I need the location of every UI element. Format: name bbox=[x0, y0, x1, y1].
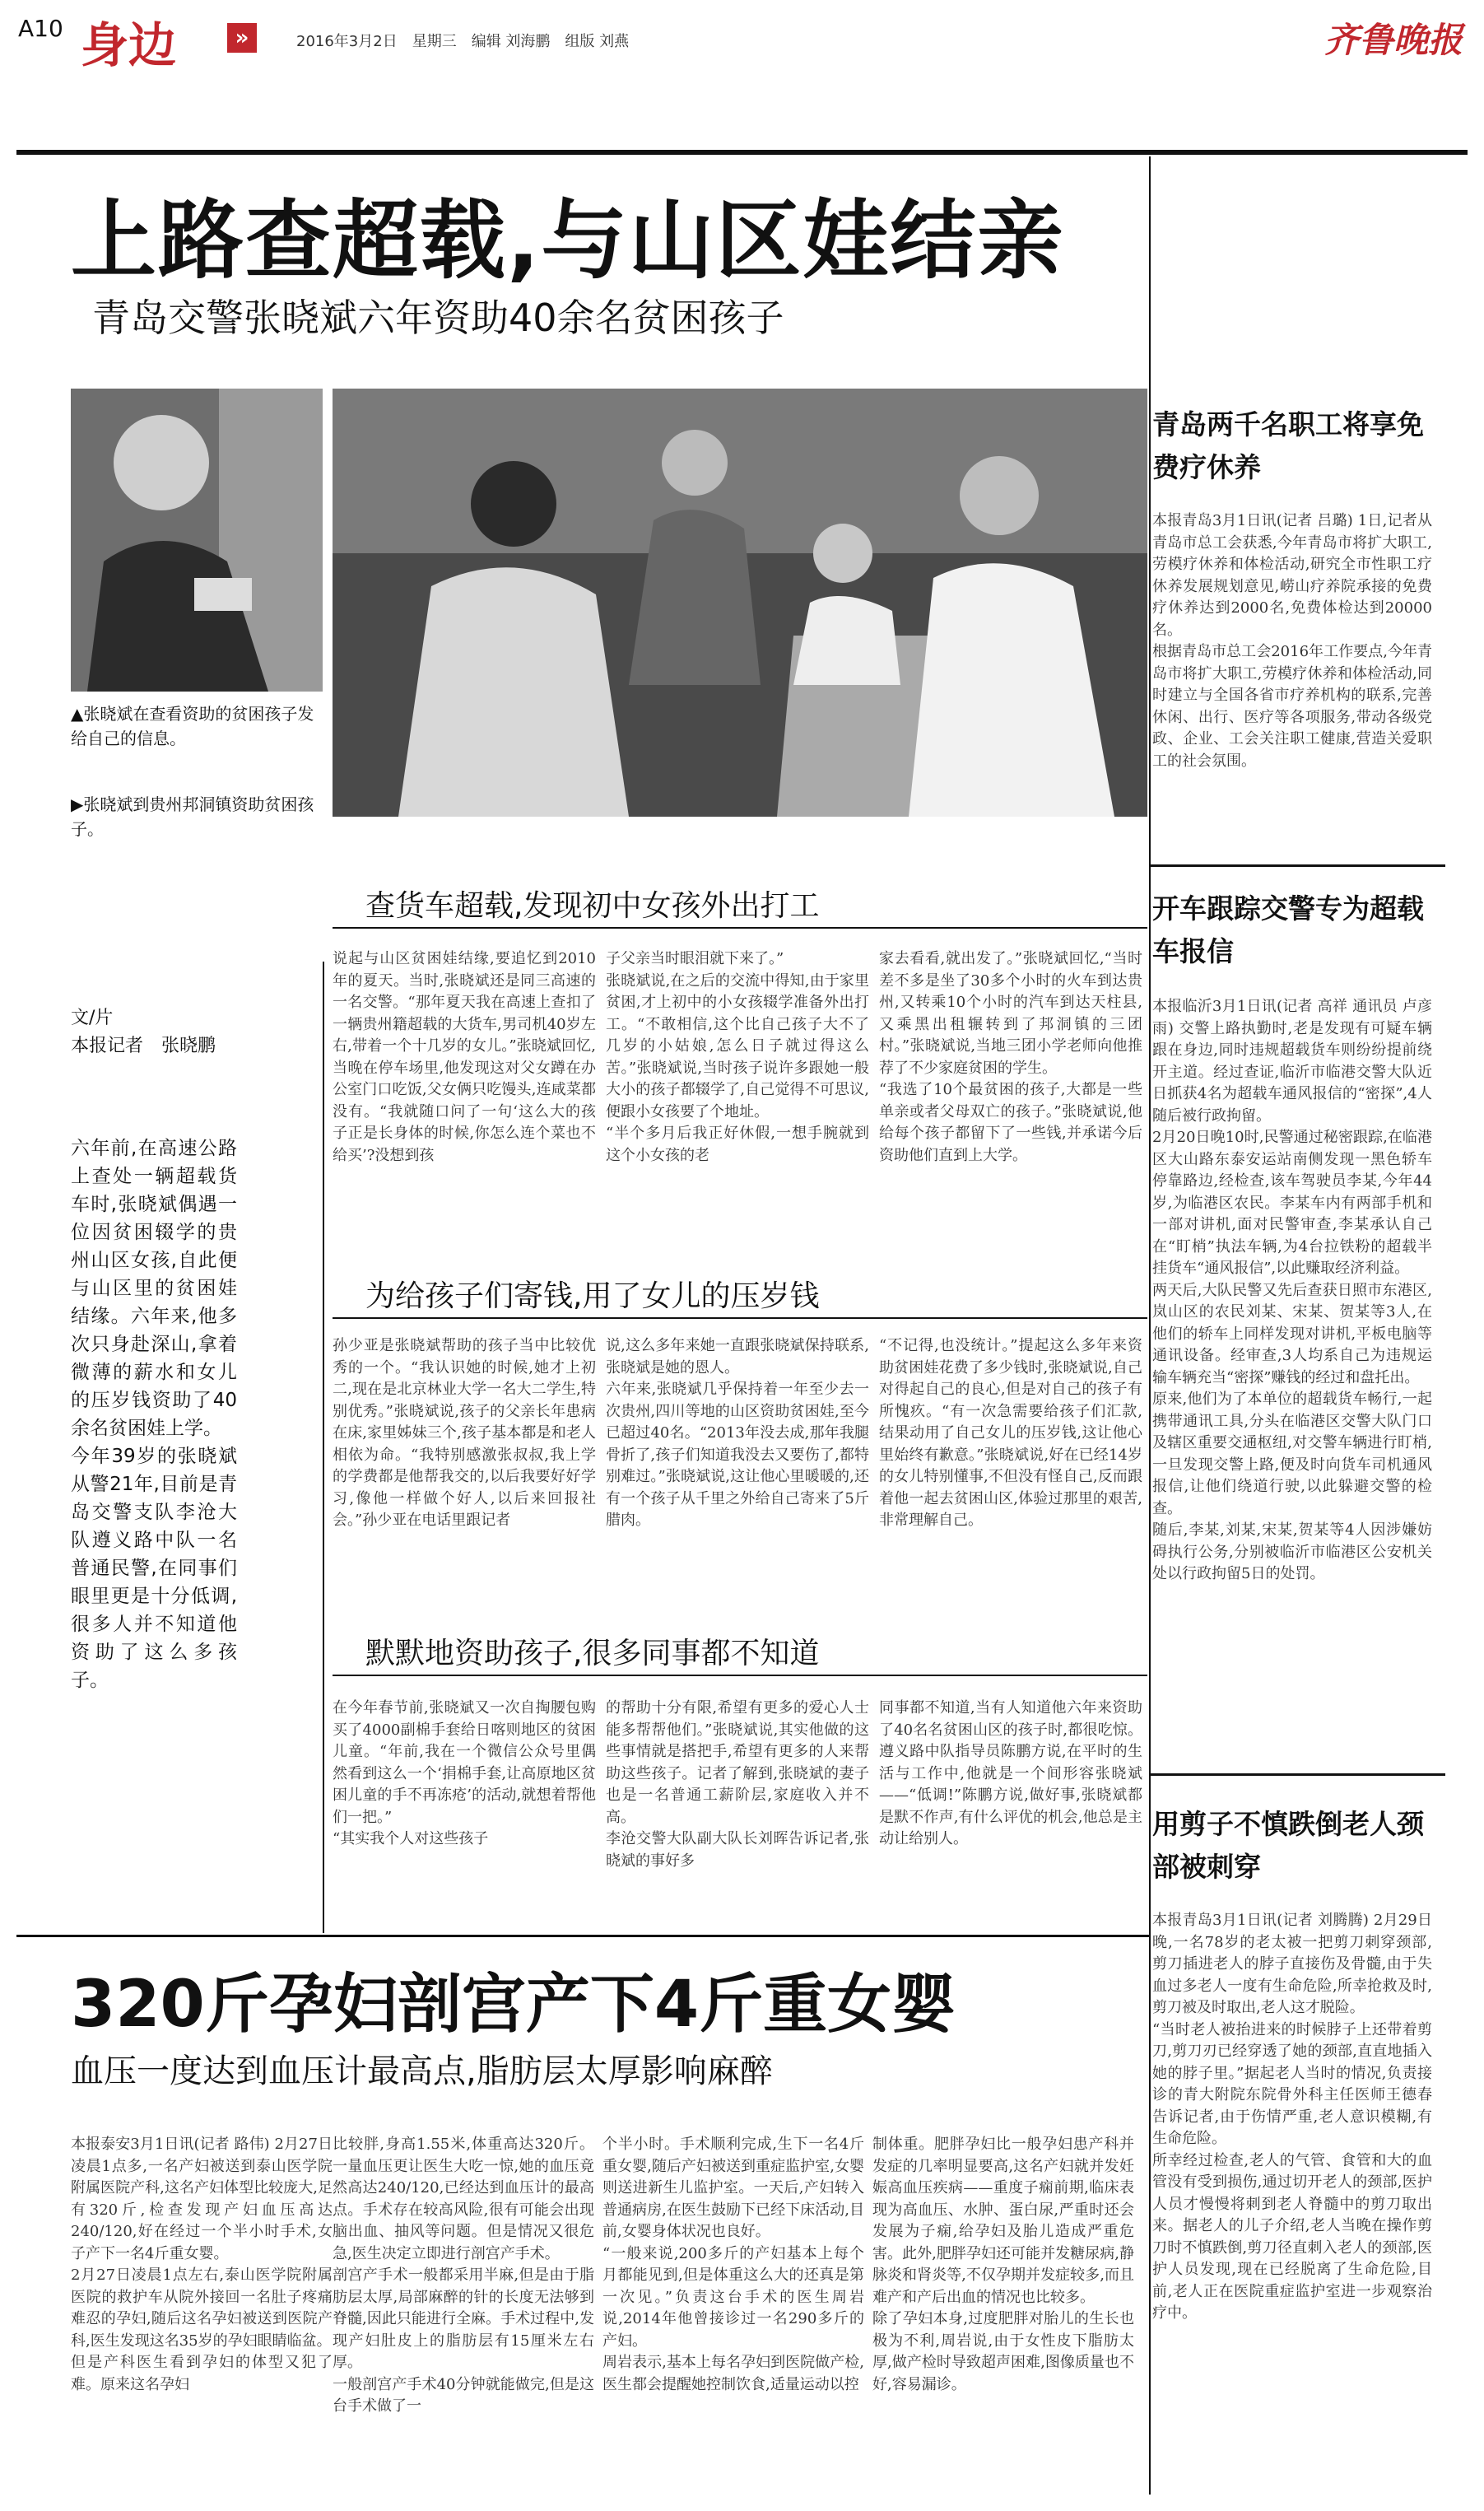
sidebar-headline-3: 用剪子不慎跌倒老人颈部被刺穿 bbox=[1152, 1808, 1424, 1883]
column-rule bbox=[323, 962, 324, 1933]
section-rule bbox=[333, 927, 1147, 929]
section-arrow-icon: » bbox=[227, 23, 257, 53]
body-column: 在今年春节前,张晓斌又一次自掏腰包购买了4000副棉手套给日喀则地区的贫困儿童。“年前,我在一个微信公众号里偶然看到这么一个‘捐棉手套,让高原地区贫困儿童的手不再冻疮’的活动,就想着帮他们一把。” “其实我个人对这些孩子 bbox=[333, 1699, 596, 1847]
body-column: “不记得,也没统计。”提起这么多年来资助贫困娃花费了多少钱时,张晓斌说,自己对得起自己的良心,但是对自己的孩子有所愧疚。“有一次急需要给孩子们汇款,结果动用了自己女儿的压岁钱,这让他心里始终有歉意。”张晓斌说,好在已经14岁的女儿特别懂事,不但没有怪自己,反而跟着他一起去贫困山区,体验过那里的艰苦,非常理解自己。 bbox=[879, 1337, 1142, 1529]
body-column: 比较胖,身高1.55米,体重高达320斤。一量血压更让医生大吃一惊,她的血压竟然高达240/120,已经达到血压计的最高点。手术存在较高风险,很有可能会出现脑出血、抽风等问题。但是情况又很危急,医生决定立即进行剖宫产手术。 剖宫产手术一般都采用半麻,但是由于脂肪层太厚,局部麻醉的针的长度无法够到脊髓,因此只能进行全麻。手术过程中,发现产妇肚皮上的脂肪层有15厘米左右厚。 一般剖宫产手术40分钟就能做完,但是这台手术做了一 bbox=[333, 2136, 594, 2415]
section-heading-2: 为给孩子们寄钱,用了女儿的压岁钱 bbox=[365, 1279, 820, 1313]
section-rule bbox=[333, 1317, 1147, 1319]
lead-paragraph: 六年前,在高速公路上查处一辆超载货车时,张晓斌偶遇一位因贫困辍学的贵州山区女孩,自此便与山区里的贫困娃结缘。六年来,他多次只身赴深山,拿着微薄的薪水和女儿的压岁钱资助了40余名贫困娃上学。 今年39岁的张晓斌从警21年,目前是青岛交警支队李沧大队遵义路中队一名普通民警,在同事们眼里更是十分低调,很多人并不知道他资助了这么多孩子。 bbox=[71, 1138, 237, 1691]
body-column: 制体重。肥胖孕妇比一般孕妇患产科并发症的几率明显要高,这名产妇就并发妊娠高血压疾病——重度子痫前期,临床表现为高血压、水肿、蛋白尿,严重时还会发展为子痫,给孕妇及胎儿造成严重危害。此外,肥胖孕妇还可能并发糖尿病,静脉炎和肾炎等,不仅孕期并发症较多,而且难产和产后出血的情况也比较多。 除了孕妇本身,过度肥胖对胎儿的生长也极为不利,周岩说,由于女性皮下脂肪太厚,做产检时导致超声困难,图像质量也不好,容易漏诊。 bbox=[872, 2136, 1134, 2393]
section-rule bbox=[333, 1675, 1147, 1676]
masthead-logo: 齐鲁晚报 bbox=[1324, 20, 1463, 60]
headline-second: 320斤孕妇剖宫产下4斤重女婴 bbox=[71, 1968, 956, 2042]
story-divider bbox=[16, 1935, 1149, 1937]
page-number: A10 bbox=[18, 15, 63, 42]
sidebar-body-2: 本报临沂3月1日讯(记者 高祥 通讯员 卢彦雨) 交警上路执勤时,老是发现有可疑车辆跟在身边,同时违规超载货车则纷纷提前绕开主道。经过查证,临沂市临港交警大队近日抓获4名为超载车通风报信的“密探”,4人随后被行政拘留。 2月20日晚10时,民警通过秘密跟踪,在临港区大山路东泰安运站南侧发现一黑色轿车停靠路边,经检查,该车驾驶员李某,今年44岁,为临港区农民。李某车内有两部手机和一部对讲机,面对民警审查,李某承认自己在“盯梢”执法车辆,为4台拉铁粉的超载半挂货车“通风报信”,以此赚取经济利益。 两天后,大队民警又先后查获日照市东港区,岚山区的农民刘某、宋某、贺某等3人,在他们的轿车上同样发现对讲机,平板电脑等通讯设备。经审查,3人均系自己为违规运输车辆充当“密探”赚钱的经过和盘托出。 原来,他们为了本单位的超载货车畅行,一起携带通讯工具,分头在临港区交警大队门口及辖区重要交通枢纽,对交警车辆进行盯梢,一旦发现交警上路,便及时向货车司机通风报信,让他们绕道行驶,以此躲避交警的检查。 随后,李某,刘某,宋某,贺某等4人因涉嫌妨碍执行公务,分别被临沂市临港区公安机关处以行政拘留5日的处罚。 bbox=[1152, 998, 1432, 1582]
body-column: 说起与山区贫困娃结缘,要追忆到2010年的夏天。当时,张晓斌还是同三高速的一名交警。“那年夏天我在高速上查扣了一辆贵州籍超载的大货车,男司机40岁左右,带着一个十几岁的女儿。”张晓斌回忆,当晚在停车场里,他发现这对父女蹲在办公室门口吃饭,父女俩只吃馒头,连咸菜都没有。“我就随口问了一句‘这么大的孩子正是长身体的时候,你怎么连个菜也不给买’?没想到孩 bbox=[333, 950, 596, 1164]
photo-caption-2: ▶张晓斌到贵州邦洞镇资助贫困孩子。 bbox=[71, 794, 314, 839]
sidebar-body-1: 本报青岛3月1日讯(记者 吕璐) 1日,记者从青岛市总工会获悉,今年青岛市将扩大职工,劳模疗休养和体检活动,研究全市性职工疗休养发展规划意见,崂山疗养院承接的免费疗休养达到2000名,免费体检达到20000名。 根据青岛市总工会2016年工作要点,今年青岛市将扩大职工,劳模疗休养和体检活动,同时建立与全国各省市疗养机构的联系,完善休闲、出行、医疗等各项服务,带动各级党政、企业、工会关注职工健康,营造关爱职工的社会氛围。 bbox=[1152, 512, 1432, 770]
header-rule bbox=[16, 150, 1468, 155]
section-heading-1: 查货车超载,发现初中女孩外出打工 bbox=[365, 889, 820, 923]
sidebar-headline-2: 开车跟踪交警专为超载车报信 bbox=[1152, 892, 1424, 967]
section-title: 身边 bbox=[81, 17, 177, 73]
sidebar-divider bbox=[1149, 864, 1445, 867]
byline-reporter: 本报记者 张晓鹏 bbox=[71, 1036, 216, 1056]
headline-main: 上路查超载,与山区娃结亲 bbox=[71, 190, 1065, 291]
photo-caption-1: ▲张晓斌在查看资助的贫困孩子发给自己的信息。 bbox=[71, 704, 314, 748]
sidebar-divider bbox=[1149, 1773, 1445, 1776]
body-column: 本报泰安3月1日讯(记者 路伟) 2月27日凌晨1点多,一名产妇被送到泰山医学院附属医院产科,这名产妇体型比较庞大,足有320斤,检查发现产妇血压高达240/120,好在经过一个半小时手术,女子产下一名4斤重女婴。 2月27日凌晨1点左右,泰山医学院附属医院的救护车从院外接回一名肚子疼痛难忍的孕妇,随后这名孕妇被送到医院产科,医生发现这名35岁的孕妇眼睛临盆。 但是产科医生看到孕妇的体型又犯了难。原来这名孕妇 bbox=[71, 2136, 333, 2393]
header-meta: 2016年3月2日 星期三 编辑 刘海鹏 组版 刘燕 bbox=[296, 33, 630, 50]
photo-officer-phone bbox=[71, 389, 323, 692]
section-heading-3: 默默地资助孩子,很多同事都不知道 bbox=[365, 1637, 820, 1670]
body-column: 同事都不知道,当有人知道他六年来资助了40名名贫困山区的孩子时,都很吃惊。遵义路中队指导员陈鹏方说,在平时的生活与工作中,他就是一个间形容张晓斌——“低调!”陈鹏方说,做好事,张晓斌都是默不作声,有什么评优的机会,他总是主动让给别人。 bbox=[879, 1699, 1142, 1847]
body-column: 的帮助十分有限,希望有更多的爱心人士能多帮帮他们。”张晓斌说,其实他做的这些事情就是搭把手,希望有更多的人来帮助这些孩子。记者了解到,张晓斌的妻子也是一名普通工薪阶层,家庭收入并不高。 李沧交警大队副大队长刘晖告诉记者,张晓斌的事好多 bbox=[606, 1699, 869, 1870]
byline bbox=[71, 1004, 216, 1060]
sidebar-rule bbox=[1149, 156, 1151, 2495]
sidebar-body-3: 本报青岛3月1日讯(记者 刘腾腾) 2月29日晚,一名78岁的老太被一把剪刀刺穿颈部,剪刀插进老人的脖子直接伤及骨髓,由于失血过多老人一度有生命危险,所幸抢救及时,剪刀被及时取出,老人这才脱险。 “当时老人被抬进来的时候脖子上还带着剪刀,剪刀刃已经穿透了她的颈部,直直地插入她的脖子里。”据起老人当时的情况,负责接诊的青大附院东院骨外科主任医师王德春告诉记者,由于伤情严重,老人意识模糊,有生命危险。 所幸经过检查,老人的气管、食管和大的血管没有受到损伤,通过切开老人的颈部,医护人员才慢慢将刺到老人脊髓中的剪刀取出来。据老人的儿子介绍,老人当晚在操作剪刀时不慎跌倒,剪刀径直刺入老人的颈部,医护人员发现,现在已经脱离了生命危险,目前,老人正在医院重症监护室进一步观察治疗中。 bbox=[1152, 1912, 1432, 2322]
body-column: 家去看看,就出发了。”张晓斌回忆,“当时差不多是坐了30多个小时的火车到达贵州,又转乘10个小时的汽车到达天柱县,又乘黑出租辗转到了邦洞镇的三团村。”张晓斌说,当地三团小学老师向他推荐了不少家庭贫困的学生。 “我选了10个最贫困的孩子,大都是一些单亲或者父母双亡的孩子。”张晓斌说,他给每个孩子都留下了一些钱,并承诺今后资助他们直到上大学。 bbox=[879, 950, 1142, 1164]
subheadline-second: 血压一度达到血压计最高点,脂肪层太厚影响麻醉 bbox=[71, 2052, 773, 2090]
body-column: 个半小时。手术顺利完成,生下一名4斤重女婴,随后产妇被送到重症监护室,女婴则送进新生儿监护室。一天后,产妇转入普通病房,在医生鼓励下已经下床活动,目前,女婴身体状况也良好。 “一般来说,200多斤的产妇基本上每个月都能见到,但是体重这么大的还真是第一次见。”负责这台手术的医生周岩说,2014年他曾接诊过一名290多斤的产妇。 周岩表示,基本上每名孕妇到医院做产检,医生都会提醒她控制饮食,适量运动以控 bbox=[602, 2136, 864, 2393]
body-column: 说,这么多年来她一直跟张晓斌保持联系,张晓斌是她的恩人。 六年来,张晓斌几乎保持着一年至少去一次贵州,四川等地的山区资助贫困娃,至今已超过40名。“2013年没去成,那年我腿骨折了,孩子们知道我没去又要伤了,都特别难过。”张晓斌说,这让他心里暖暖的,还有一个孩子从千里之外给自己寄来了5斤腊肉。 bbox=[606, 1337, 869, 1529]
subheadline-main: 青岛交警张晓斌六年资助40余名贫困孩子 bbox=[92, 296, 784, 340]
body-column: 孙少亚是张晓斌帮助的孩子当中比较优秀的一个。“我认识她的时候,她才上初二,现在是北京林业大学一名大二学生,特别优秀。”张晓斌说,孩子的父亲长年患病在床,家里姊妹三个,孩子基本都是和老人相依为命。“我特别感激张叔叔,我上学的学费都是他帮我交的,以后我要好好学习,像他一样做个好人,以后来回报社会。”孙少亚在电话里跟记者 bbox=[333, 1337, 596, 1529]
photo-village-visit bbox=[333, 389, 1147, 817]
body-column: 子父亲当时眼泪就下来了。” 张晓斌说,在之后的交流中得知,由于家里贫困,才上初中的小女孩辍学准备外出打工。“不敢相信,这个比自己孩子大不了几岁的小姑娘,怎么日子就过得这么苦。”张晓斌说,当时孩子说许多跟她一般大小的孩子都辍学了,自己觉得不可思议,便跟小女孩要了个地址。 “半个多月后我正好休假,一想手腕就到这个小女孩的老 bbox=[606, 950, 869, 1164]
sidebar-headline-1: 青岛两千名职工将享免费疗休养 bbox=[1152, 408, 1424, 483]
byline-label: 文/片 bbox=[71, 1008, 114, 1028]
